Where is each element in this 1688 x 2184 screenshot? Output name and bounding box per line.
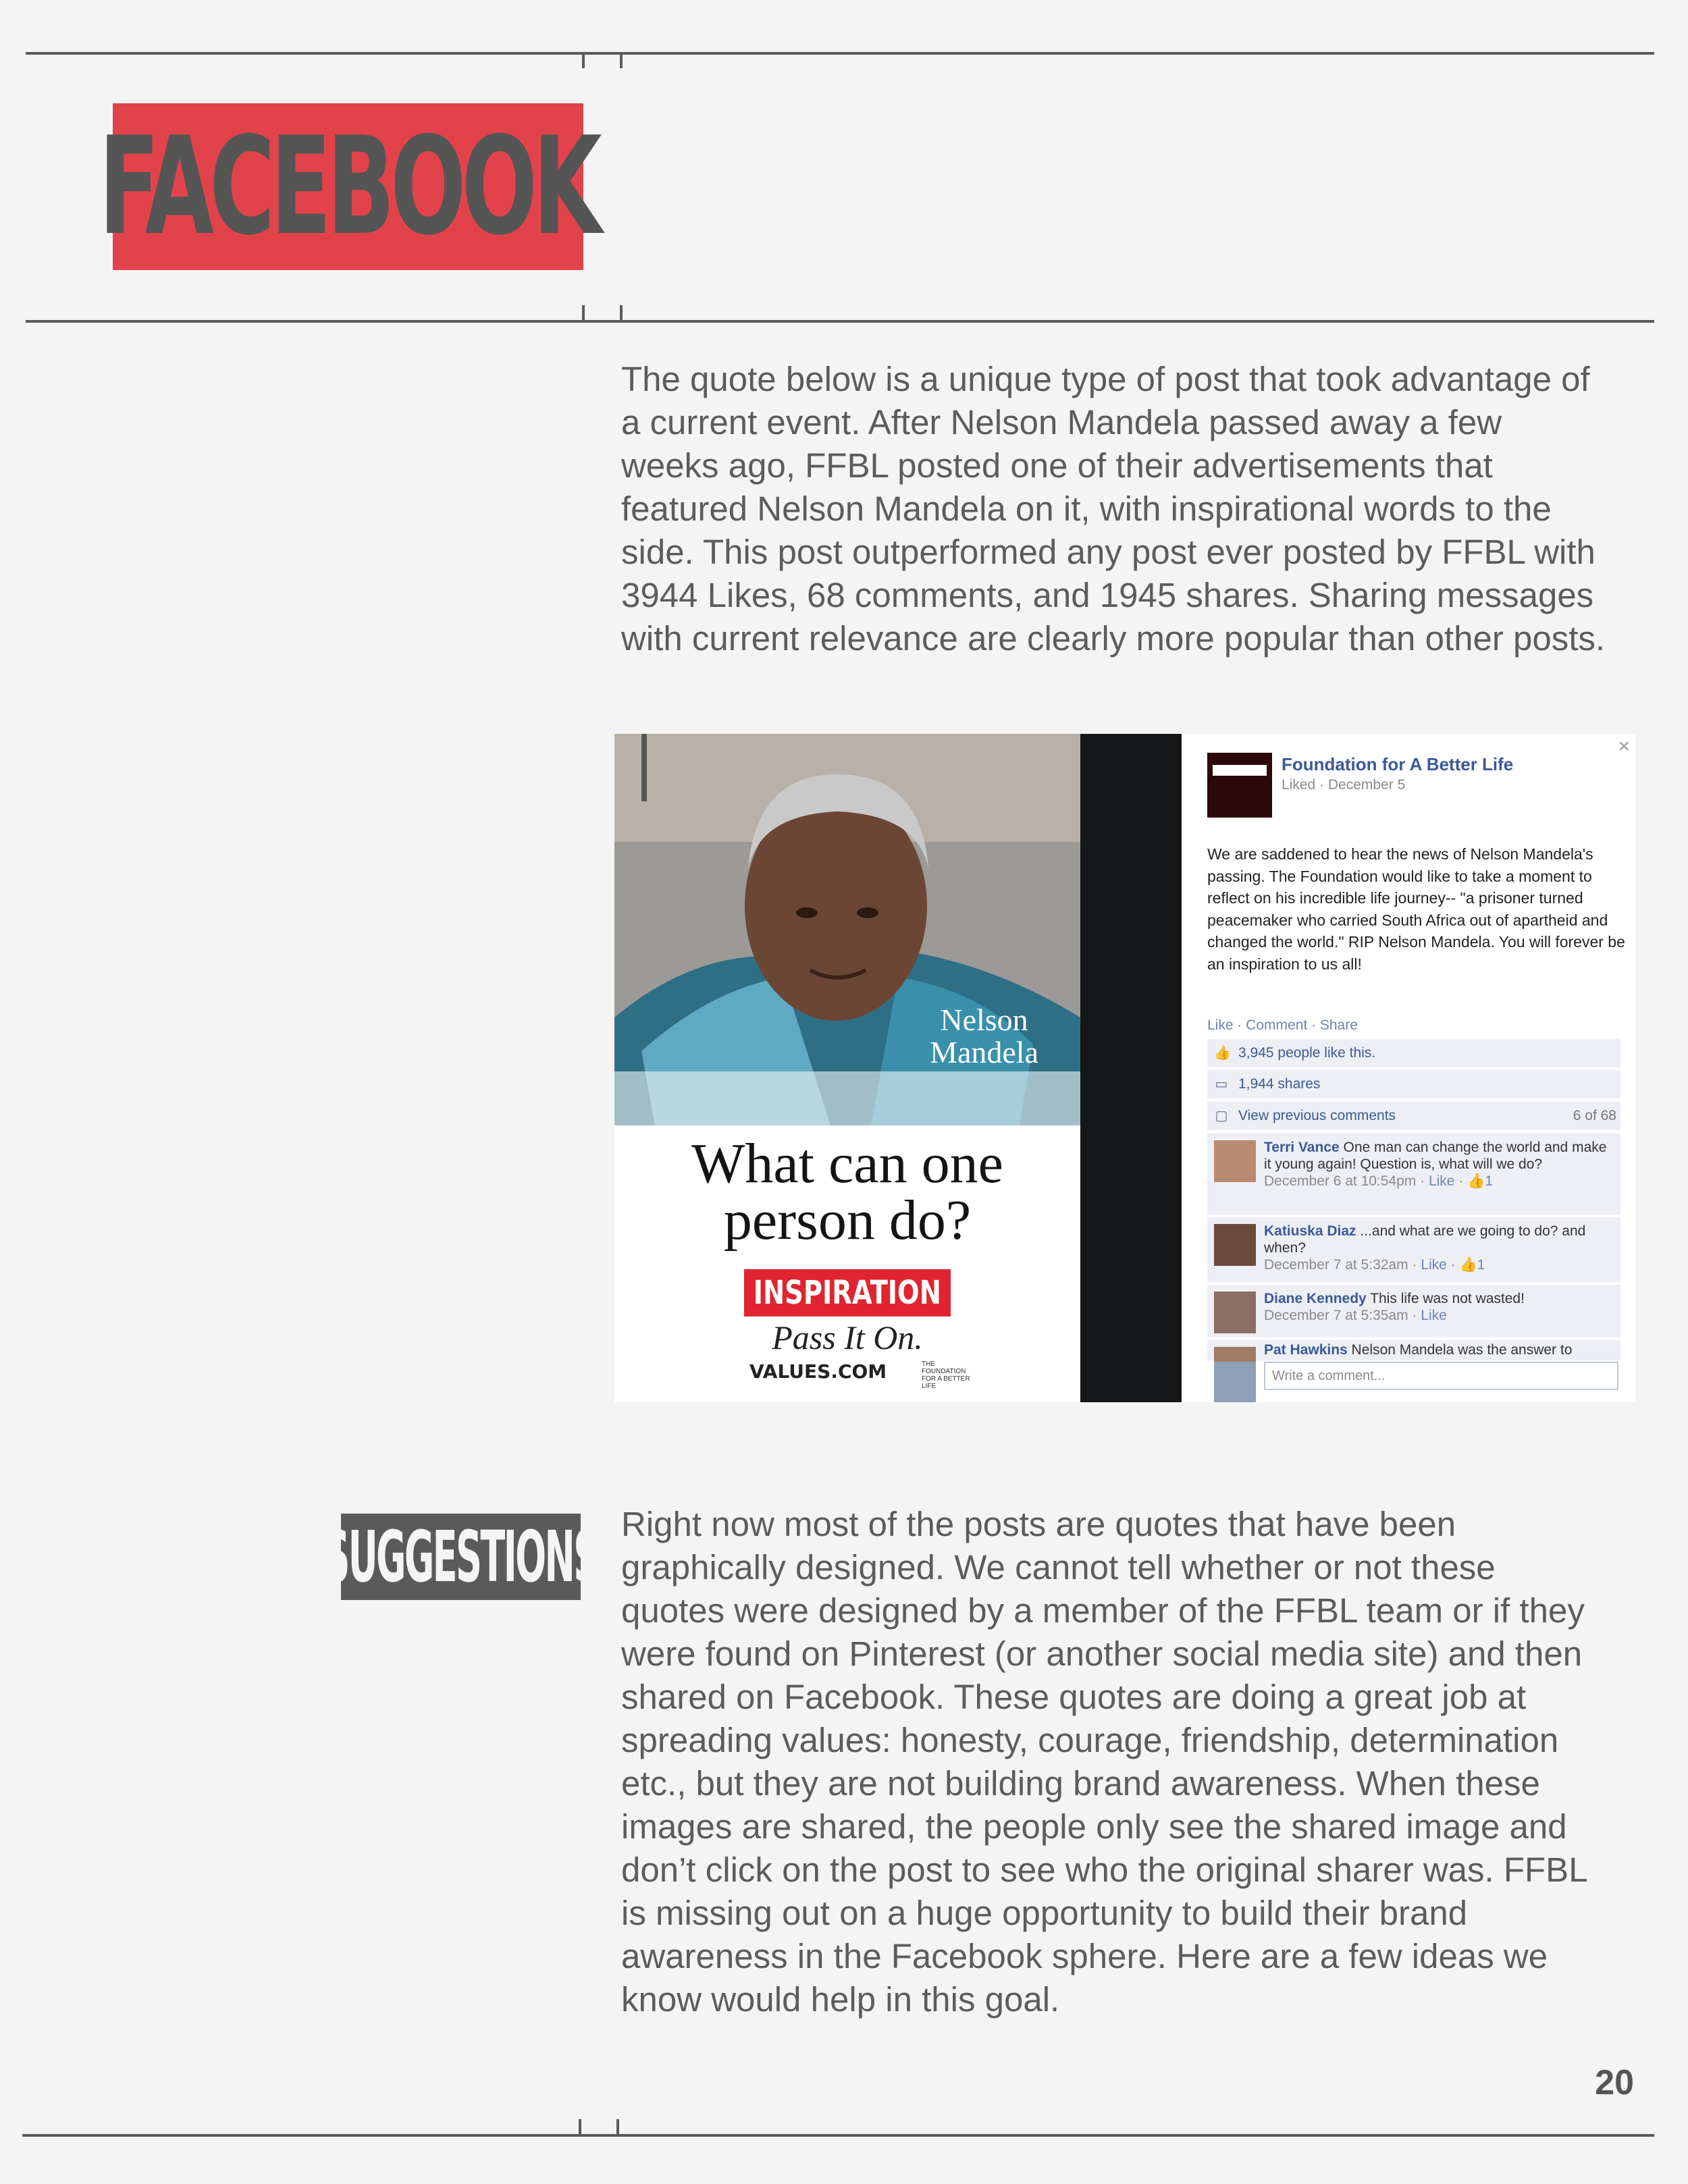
page-name-link[interactable]: Foundation for A Better Life	[1282, 754, 1514, 774]
ad-banner-text: INSPIRATION	[753, 1274, 942, 1312]
top-rule-tick	[620, 53, 623, 68]
comment-like-link[interactable]: Like ·	[1421, 1257, 1460, 1273]
comment-like-count: 1	[1485, 1173, 1493, 1189]
comment-item	[1207, 1340, 1620, 1360]
comment-meta	[1264, 1256, 1615, 1273]
current-user-avatar	[1214, 1362, 1256, 1402]
thumbs-up-icon: 👍	[1214, 1046, 1231, 1061]
comment-like-count: 1	[1477, 1257, 1485, 1273]
section-title-facebook	[99, 103, 598, 270]
comment-input[interactable]: Write a comment...	[1264, 1362, 1618, 1390]
facebook-post-screenshot	[614, 734, 1635, 1402]
footer-rule-tick	[579, 2119, 581, 2134]
ad-question-line: What can one	[691, 1132, 1003, 1195]
close-icon[interactable]: ×	[1618, 735, 1630, 757]
footer-rule	[22, 2134, 1654, 2137]
ad-name-line: Nelson	[940, 1003, 1028, 1037]
post-text: We are saddened to hear the news of Nelson Mandela's passing. The Foundation would like to take a moment to reflect on his incredible life journey-- "a prisoner turned peacemaker who carried South Africa out of apartheid and changed the world." RIP Nelson Mandela. You will forever be an inspiration to us all!	[1207, 845, 1625, 973]
ad-foundation-mark	[922, 1360, 976, 1390]
comment-item	[1207, 1217, 1620, 1282]
comment-author[interactable]: Pat Hawkins	[1264, 1342, 1348, 1358]
lightbox-divider	[1080, 734, 1182, 1402]
comment-body: ...and what are we going to do? and when?	[1264, 1223, 1586, 1256]
post-meta: Liked · December 5	[1282, 777, 1406, 793]
mandela-advertisement	[614, 734, 1080, 1402]
comment-bubble-icon: ▢	[1215, 1109, 1228, 1123]
ad-name-line: Mandela	[930, 1035, 1038, 1069]
header-rule-tick	[582, 305, 585, 320]
comment-text	[1264, 1341, 1615, 1358]
comment-like-link[interactable]: Like ·	[1428, 1173, 1468, 1189]
comment-body: One man can change the world and make it young again! Question is, what will we do?	[1264, 1140, 1607, 1172]
ad-foundation-line: THE FOUNDATION	[922, 1360, 966, 1375]
comment-author[interactable]: Terri Vance	[1264, 1140, 1340, 1155]
header-bottom-rule	[26, 320, 1654, 323]
ad-inspiration-banner	[744, 1269, 951, 1316]
comment-body: This life was not wasted!	[1366, 1291, 1525, 1306]
comment-item	[1207, 1134, 1620, 1215]
ad-slogan: Pass It On.	[772, 1319, 923, 1356]
top-rule	[26, 52, 1654, 55]
ad-subject-name	[930, 1004, 1038, 1069]
thumbs-up-icon: 👍	[1467, 1173, 1485, 1189]
comment-like-link[interactable]: Like	[1421, 1308, 1447, 1323]
comment-date: December 6 at 10:54pm ·	[1264, 1173, 1429, 1189]
intro-paragraph: The quote below is a unique type of post that took advantage of a current event. After Nelson Mandela passed away a few weeks ago, FFBL posted one of their advertisements that featured Nelson Mandela on it, with inspirational words to the side. This post outperformed any post ever posted by FFBL with 3944 Likes, 68 comments, and 1945 shares. Sharing messages with current relevance are clearly more popular than other posts.	[621, 360, 1606, 658]
view-previous-row[interactable]	[1207, 1102, 1620, 1130]
post-actions[interactable]: Like · Comment · Share	[1207, 1017, 1358, 1033]
shares-text[interactable]: 1,944 shares	[1238, 1076, 1321, 1092]
comment-meta	[1264, 1307, 1615, 1324]
section-title-text: FACEBOOK	[99, 107, 598, 265]
page-avatar[interactable]	[1207, 753, 1272, 818]
comment-date: December 7 at 5:35am ·	[1264, 1308, 1421, 1323]
commenter-avatar[interactable]	[1214, 1140, 1256, 1182]
thumbs-up-icon: 👍	[1459, 1257, 1477, 1273]
commenter-avatar[interactable]	[1214, 1224, 1256, 1266]
ad-question-line: person do?	[723, 1189, 972, 1252]
comment-text	[1264, 1223, 1615, 1273]
comment-author[interactable]: Katiuska Diaz	[1264, 1223, 1356, 1239]
likes-text[interactable]: 3,945 people like this.	[1238, 1045, 1376, 1061]
likes-row[interactable]	[1207, 1039, 1620, 1067]
comment-text	[1264, 1139, 1615, 1190]
comment-author[interactable]: Diane Kennedy	[1264, 1291, 1367, 1306]
comment-count: 6 of 68	[1573, 1108, 1616, 1123]
shares-row[interactable]	[1207, 1070, 1620, 1098]
ad-question	[614, 1132, 1080, 1252]
section-tag-suggestions	[323, 1514, 598, 1600]
section-tag-text: SUGGESTIONS	[323, 1516, 598, 1598]
suggestions-paragraph: Right now most of the posts are quotes that have been graphically designed. We cannot tell whether or not these quotes were designed by a member of the FFBL team or if they were found on Pinterest (or another social media site) and then shared on Facebook. These quotes are doing a great job at spreading values: honesty, courage, friendship, determination etc., but they are not building brand awareness. When these images are shared, the people only see the shared image and don’t click on the post to see who the original sharer was. FFBL is missing out on a huge opportunity to build their brand awareness in the Facebook sphere. Here are a few ideas we know would help in this goal.	[621, 1505, 1587, 2019]
footer-rule-tick	[616, 2119, 619, 2134]
comment-text	[1264, 1290, 1615, 1324]
share-icon: ▭	[1215, 1077, 1228, 1092]
page-number: 20	[1595, 2063, 1634, 2102]
ad-foundation-line: FOR A BETTER LIFE	[922, 1375, 970, 1390]
ad-brand-logo: VALUES.COM	[749, 1360, 887, 1383]
view-previous-link[interactable]: View previous comments	[1238, 1108, 1396, 1123]
comment-body: Nelson Mandela was the answer to	[1347, 1342, 1573, 1358]
header-rule-tick	[620, 305, 623, 320]
facebook-post-panel	[1182, 734, 1635, 1402]
top-rule-tick	[582, 53, 585, 68]
comment-meta	[1264, 1173, 1615, 1190]
comment-date: December 7 at 5:32am ·	[1264, 1257, 1421, 1273]
commenter-avatar[interactable]	[1214, 1291, 1256, 1333]
comment-item	[1207, 1285, 1620, 1337]
